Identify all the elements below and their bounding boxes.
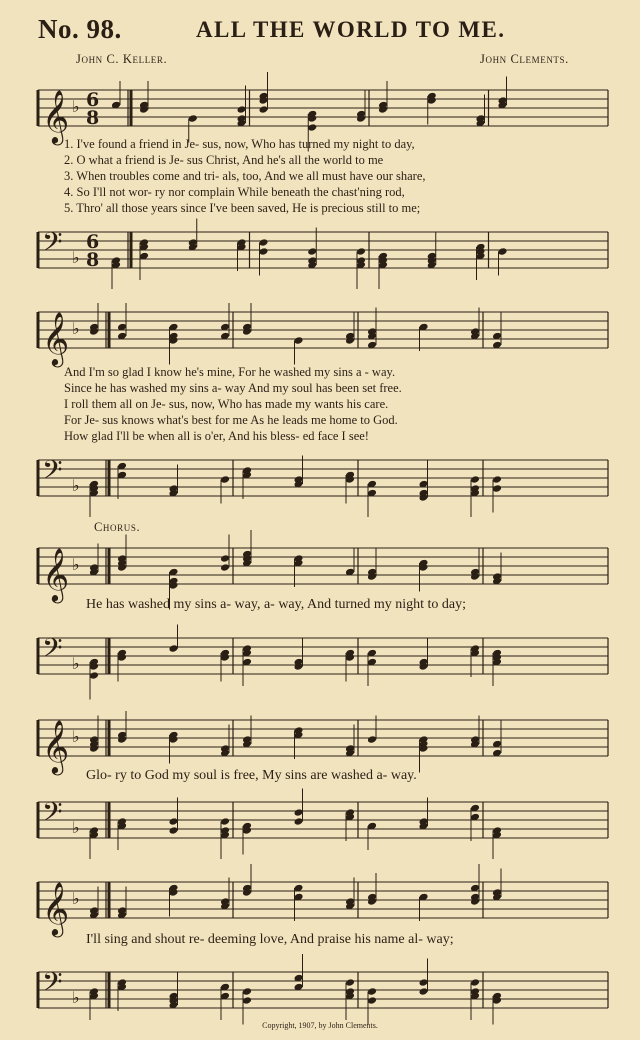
copyright-notice: Copyright, 1907, by John Clements. [262, 1021, 378, 1030]
verse-lyrics-block-1 [64, 136, 614, 216]
verse-line-1: 1. I've found a friend in Je- sus, now, Who has turned my night to day, [64, 137, 415, 151]
hymn-title: ALL THE WORLD TO ME. [196, 17, 506, 42]
flat-key-signature-icon: ♭ [72, 555, 80, 574]
verse-line-4: For Je- sus knows what's best for me As he leads me home to God. [64, 413, 398, 427]
note-head [470, 978, 480, 987]
note-head [498, 247, 508, 256]
bass-clef-icon: 𝄢 [42, 966, 63, 1004]
note-head [492, 484, 502, 493]
flat-key-signature-icon: ♭ [72, 248, 80, 267]
note-head [89, 671, 99, 680]
treble-clef-icon: 𝄞 [42, 311, 70, 365]
note-head [492, 475, 502, 484]
note-head [188, 114, 198, 123]
verse-lyrics-block-2 [64, 364, 614, 444]
treble-staff [0, 302, 640, 365]
note-head [307, 123, 317, 132]
chorus-line: I'll sing and shout re- deeming love, And praise his name al- way; [86, 932, 454, 947]
note-head [367, 735, 377, 744]
note-head [259, 105, 269, 114]
note-head [367, 996, 377, 1005]
note-head [419, 987, 429, 996]
note-head [242, 996, 252, 1005]
treble-staff [0, 872, 640, 935]
bass-clef-icon: 𝄢 [42, 226, 63, 264]
note-head [220, 563, 230, 572]
note-head [356, 247, 366, 256]
time-signature-bottom: 8 [86, 107, 100, 129]
lyricist-credit: John C. Keller. [76, 52, 168, 66]
treble-clef-icon: 𝄞 [42, 547, 70, 601]
bass-staff [0, 962, 640, 1022]
verse-line-2: Since he has washed my sins a- way And my soul has been set free. [64, 381, 402, 395]
note-head [294, 336, 304, 345]
flat-key-signature-icon: ♭ [72, 319, 80, 338]
note-head [294, 817, 304, 826]
note-head [220, 554, 230, 563]
treble-clef-icon: 𝄞 [42, 89, 70, 143]
treble-clef-icon: 𝄞 [42, 881, 70, 935]
note-head [169, 644, 179, 653]
verse-line-5: How glad I'll be when all is o'er, And his bless- ed face I see! [64, 429, 369, 443]
composer-credit: John Clements. [480, 52, 569, 66]
note-head [294, 808, 304, 817]
note-head [220, 817, 230, 826]
hymn-number: No. 98. [38, 14, 122, 44]
note-head [367, 987, 377, 996]
flat-key-signature-icon: ♭ [72, 988, 80, 1007]
chorus-line: Glo- ry to God my soul is free, My sins are washed a- way. [86, 768, 417, 783]
treble-staff [0, 538, 640, 601]
bass-clef-icon: 𝄢 [42, 796, 63, 834]
flat-key-signature-icon: ♭ [72, 727, 80, 746]
time-signature-top: 6 [86, 231, 100, 253]
verse-line-3: 3. When troubles come and tri- als, too, And we all must have our share, [64, 169, 426, 183]
verse-line-3: I roll them all on Je- sus, now, Who has made my wants his care. [64, 397, 389, 411]
verse-line-4: 4. So I'll not wor- ry nor complain While beneath the chast'ning rod, [64, 185, 405, 199]
note-head [345, 978, 355, 987]
bass-clef-icon: 𝄢 [42, 454, 63, 492]
treble-clef-icon: 𝄞 [42, 719, 70, 773]
note-head [470, 475, 480, 484]
note-head [169, 826, 179, 835]
note-head [220, 475, 230, 484]
bass-staff [0, 628, 640, 688]
flat-key-signature-icon: ♭ [72, 889, 80, 908]
treble-staff [0, 710, 640, 773]
note-head [307, 247, 317, 256]
flat-key-signature-icon: ♭ [72, 818, 80, 837]
bass-staff [0, 450, 640, 510]
bass-staff [0, 792, 640, 852]
verse-line-1: And I'm so glad I know he's mine, For he washed my sins a - way. [64, 365, 396, 379]
note-head [419, 978, 429, 987]
verse-line-2: 2. O what a friend is Je- sus Christ, And he's all the world to me [64, 153, 384, 167]
flat-key-signature-icon: ♭ [72, 654, 80, 673]
note-head [237, 105, 247, 114]
chorus-line: He has washed my sins a- way, a- way, And turned my night to day; [86, 597, 466, 612]
chorus-label: Chorus. [94, 520, 141, 534]
treble-staff [0, 80, 640, 143]
time-signature-top: 6 [86, 89, 100, 111]
note-head [259, 238, 269, 247]
verse-line-5: 5. Thro' all those years since I've been saved, He is precious still to me; [64, 201, 421, 215]
bass-staff [0, 222, 640, 282]
bass-clef-icon: 𝄢 [42, 632, 63, 670]
flat-key-signature-icon: ♭ [72, 476, 80, 495]
note-head [242, 987, 252, 996]
note-head [259, 247, 269, 256]
note-head [169, 817, 179, 826]
flat-key-signature-icon: ♭ [72, 97, 80, 116]
time-signature-bottom: 8 [86, 249, 100, 271]
